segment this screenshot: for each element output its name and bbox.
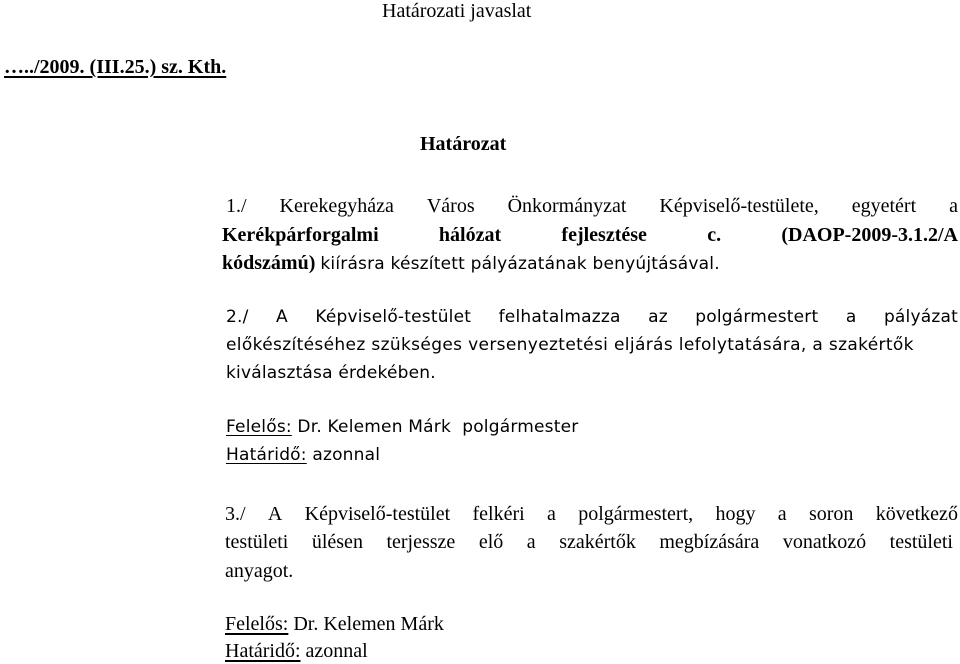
deadline-label: Határidő: xyxy=(225,640,301,662)
item1-line3: kódszámú) kiírásra készített pályázatának benyújtásával. xyxy=(222,252,720,274)
responsible-value: Dr. Kelemen Márk polgármester xyxy=(297,417,579,437)
item2-line2: előkészítéséhez szükséges versenyeztetési eljárás lefolytatására, a szakértők xyxy=(226,335,914,355)
responsible-label: Felelős: xyxy=(225,613,289,635)
responsible-label: Felelős: xyxy=(226,417,292,437)
item2-deadline xyxy=(226,445,380,465)
item1-line1: 1./ Kerekegyháza Város Önkormányzat Képviselő-testülete, egyetért a xyxy=(226,195,958,217)
item3-line3: anyagot. xyxy=(225,560,294,582)
item1-line2: Kerékpárforgalmi hálózat fejlesztése c. (DAOP-2009-3.1.2/A xyxy=(222,224,958,246)
document-title: Határozati javaslat xyxy=(382,0,532,22)
deadline-value: azonnal xyxy=(305,640,368,662)
item2-responsible xyxy=(226,417,578,437)
item3-responsible xyxy=(225,613,444,636)
item3-line2: testületi ülésen terjessze elő a szakértők megbízására vonatkozó testületi xyxy=(225,531,953,553)
responsible-value: Dr. Kelemen Márk xyxy=(293,613,444,635)
item2-line1: 2./ A Képviselő-testület felhatalmazza az polgármestert a pályázat xyxy=(226,307,958,327)
resolution-heading: Határozat xyxy=(420,133,507,155)
item1-number: 1./ xyxy=(226,195,247,217)
item3-line1: 3./ A Képviselő-testület felkéri a polgármestert, hogy a soron következő xyxy=(225,503,958,525)
deadline-value: azonnal xyxy=(312,445,381,465)
deadline-label: Határidő: xyxy=(226,445,307,465)
item3-deadline xyxy=(225,640,368,663)
resolution-reference: …../2009. (III.25.) sz. Kth. xyxy=(4,56,227,78)
item2-line3: kiválasztása érdekében. xyxy=(226,363,436,383)
